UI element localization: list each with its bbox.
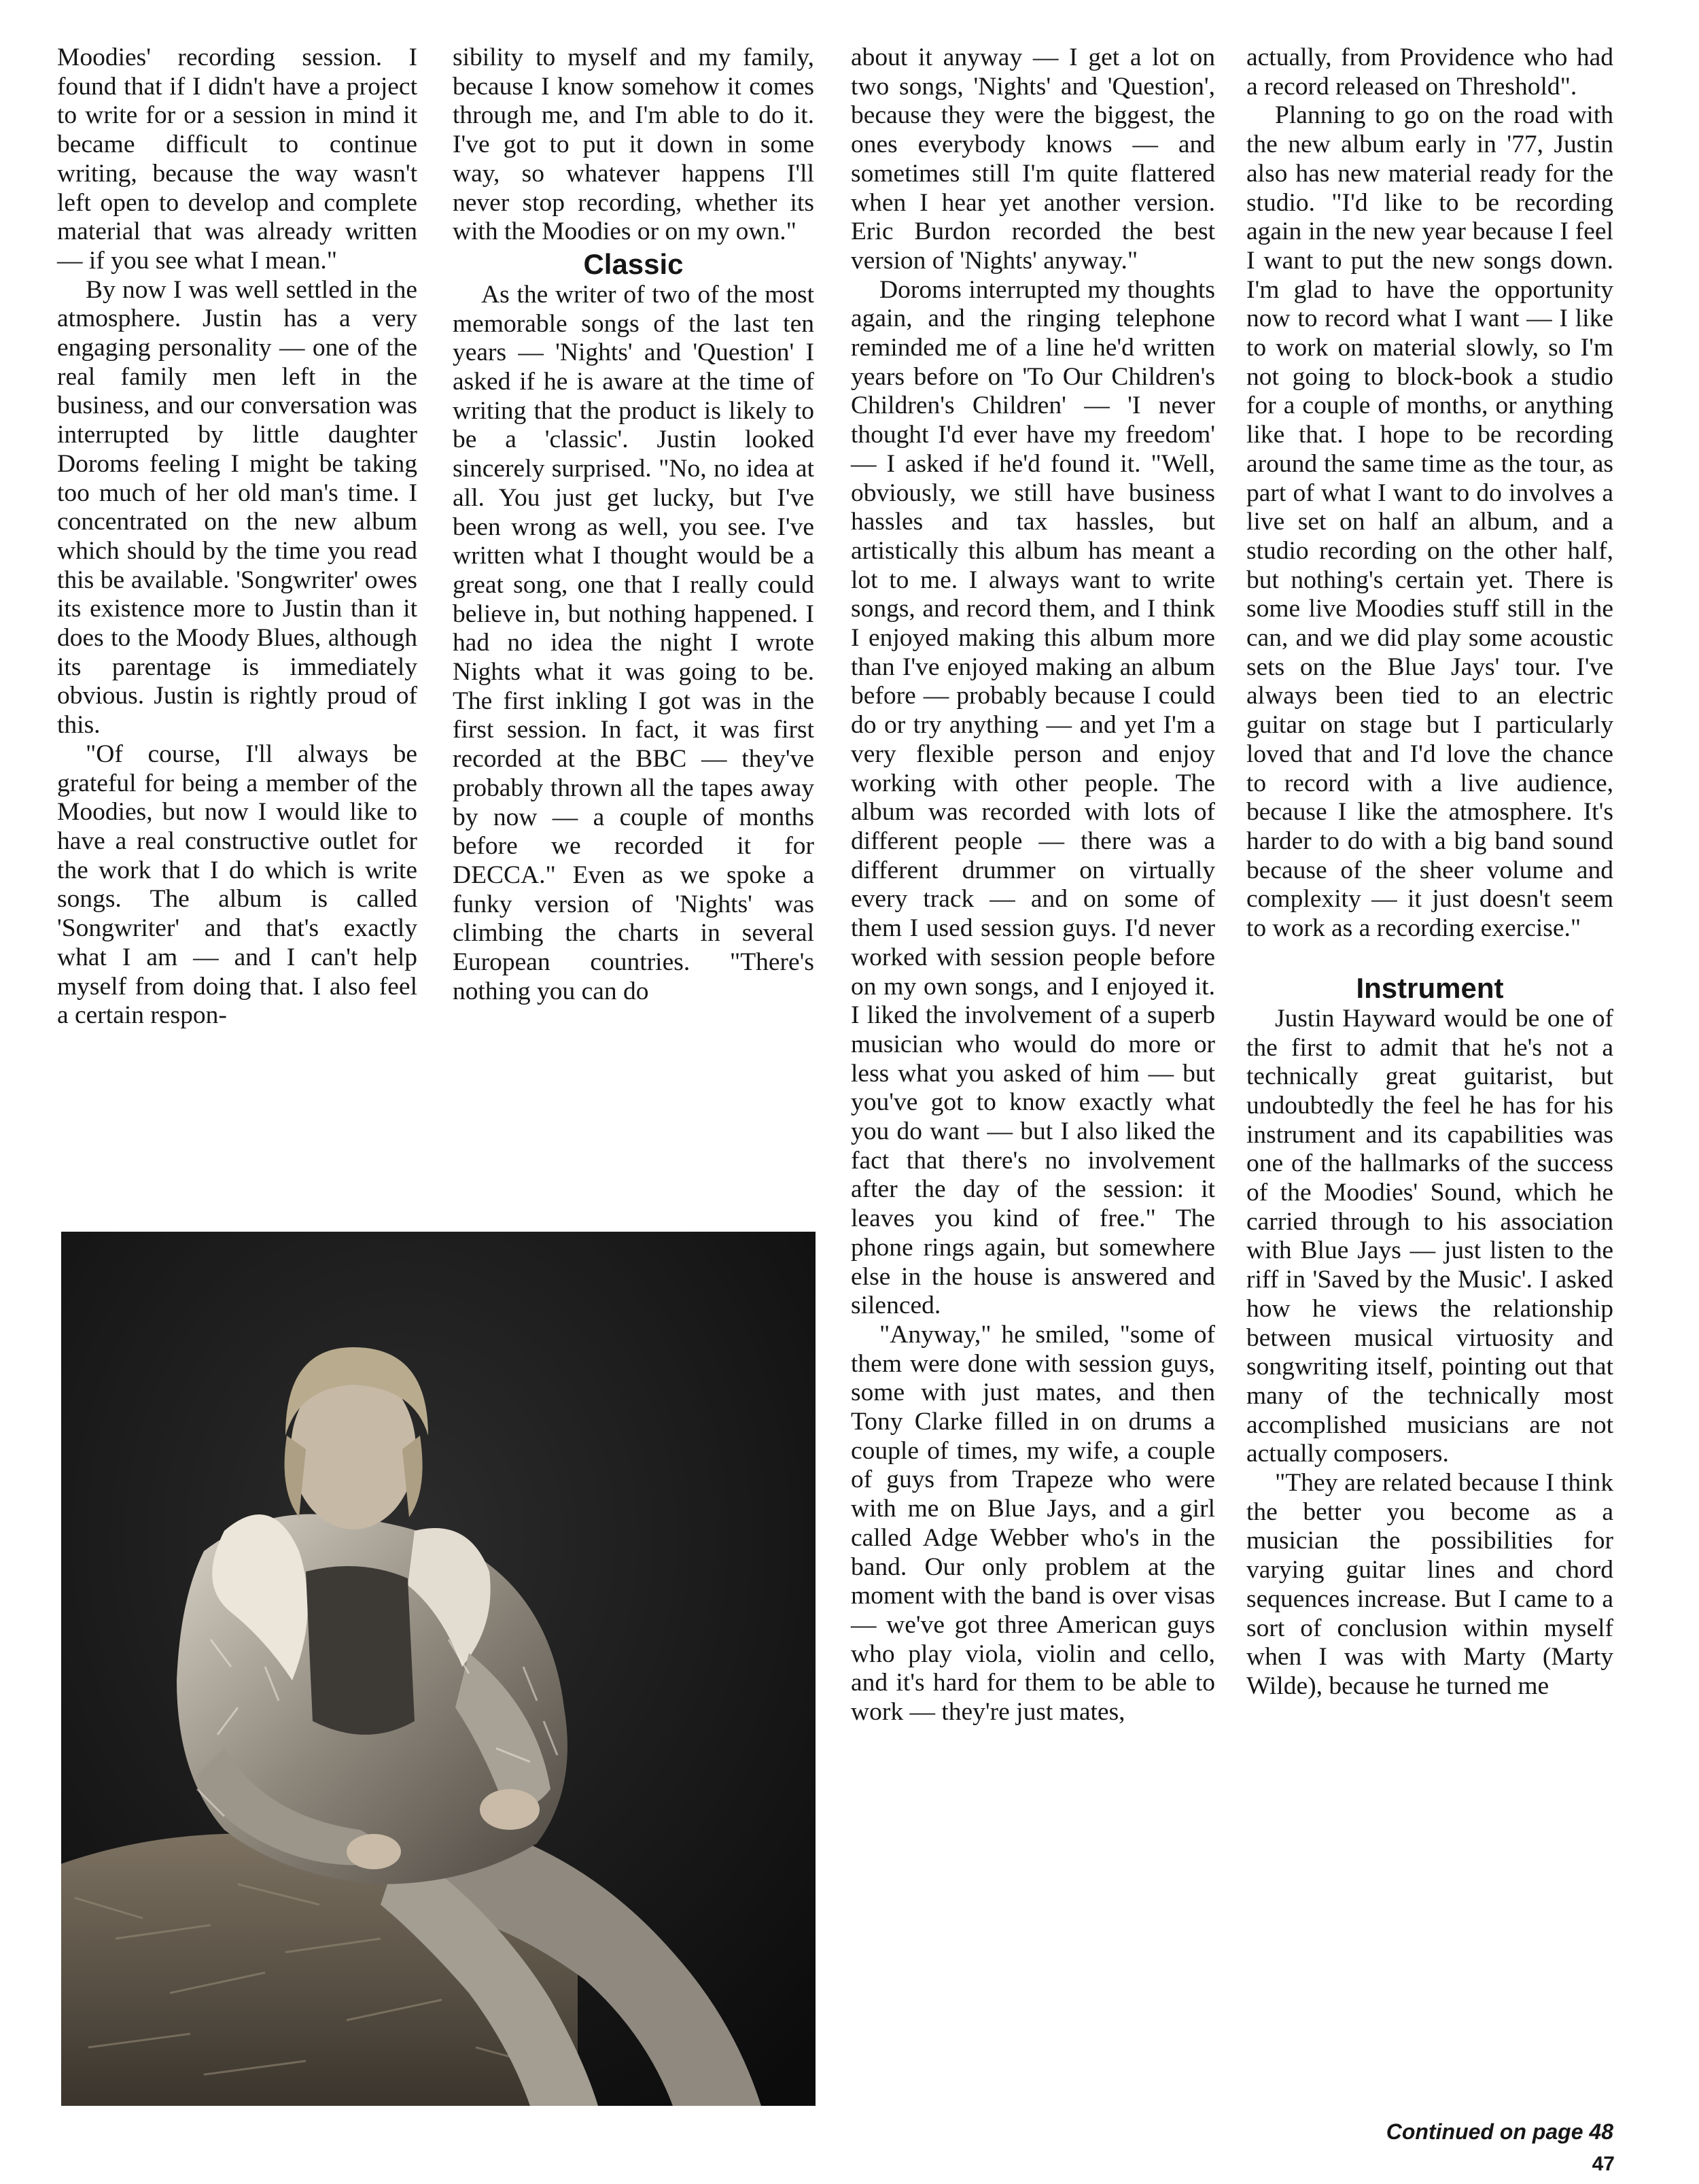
paragraph: Moodies' recording session. I found that if I didn't have a project to write for or a session in mind it became difficult to continue writing, because the way wasn't left open to develop and complete material that was already written — if you see what I mean." xyxy=(57,44,417,275)
paragraph: Doroms interrupted my thoughts again, and the ringing telephone reminded me of a line he'd written years before on 'To Our Children's Children's Children' — 'I never thought I'd ever have my freedom' — I asked if he'd found it. "Well, obviously, we still have business hassles and tax hassles, but artistically this album has meant a lot to me. I always want to write songs, and record them, and I think I enjoyed making this album more than I've enjoyed making an album before — probably because I could do or try anything — and yet I'm a very flexible person and enjoy working with other people. The album was recorded with lots of different people — there was a different drummer on virtually every track — and on some of them I used session guys. I'd never worked with session people before on my own songs, and I enjoyed it. I liked the involvement of a superb musician who would do more or less what you asked of him — but you've got to know exactly what you do want — but I also liked the fact that there's no involvement after the day of the session: it leaves you kind of free." The phone rings again, but somewhere else in the house is answered and silenced. xyxy=(851,275,1215,1320)
paragraph: actually, from Providence who had a record released on Threshold". xyxy=(1246,44,1613,101)
paragraph: As the writer of two of the most memorable songs of the last ten years — 'Nights' and 'Question' I asked if he is aware at the time of writing that the product is likely to be a 'classic'. Justin looked sincerely surprised. "No, no idea at all. You just get lucky, but I've been wrong as well, you see. I've written what I thought would be a great song, one that I really could believe in, but nothing happened. I had no idea the night I wrote Nights what it was going to be. The first inkling I got was in the first session. In fact, it was first recorded at the BBC — they've probably thrown all the tapes away by now — a couple of months before we recorded it for DECCA." Even as we spoke a funky version of 'Nights' was climbing the charts in several European countries. "There's nothing you can do xyxy=(453,280,814,1005)
article-column-2 xyxy=(453,44,814,1007)
article-column-1 xyxy=(57,44,417,1030)
page-number: 47 xyxy=(1592,2153,1615,2175)
portrait-photo xyxy=(61,1232,816,2106)
paragraph: sibility to myself and my family, because I know somehow it comes through me, and I'm able to do it. I've got to put it down in some way, so whatever happens I'll never stop recording, whether its with the Moodies or on my own." xyxy=(453,44,814,246)
paragraph: By now I was well settled in the atmosphere. Justin has a very engaging personality — one of the real family men left in the business, and our conversation was interrupted by little daughter Doroms feeling I might be taking too much of her old man's time. I concentrated on the new album which should by the time you read this be available. 'Songwriter' owes its existence more to Justin than it does to the Moody Blues, although its parentage is immediately obvious. Justin is rightly proud of this. xyxy=(57,275,417,740)
section-heading-classic: Classic xyxy=(583,247,684,280)
portrait-photo-icon xyxy=(61,1232,816,2106)
paragraph: "They are related because I think the better you become as a musician the possibilities for varying guitar lines and chord sequences increase. But I came to a sort of conclusion within myself when I was with Marty (Marty Wilde), because he turned me xyxy=(1246,1469,1613,1700)
article-column-4 xyxy=(1246,44,1613,1701)
paragraph: about it anyway — I get a lot on two songs, 'Nights' and 'Question', because they were the biggest, the ones everybody knows — and sometimes still I'm quite flattered when I hear yet another version. Eric Burdon recorded the best version of 'Nights' anyway." xyxy=(851,44,1215,275)
paragraph: Justin Hayward would be one of the first to admit that he's not a technically great guitarist, but undoubtedly the feel he has for his instrument and its capabilities was one of the hallmarks of the success of the Moodies' Sound, which he carried through to his association with Blue Jays — just listen to the riff in 'Saved by the Music'. I asked how he views the relationship between musical virtuosity and songwriting itself, pointing out that many of the technically most accomplished musicians are not actually composers. xyxy=(1246,1004,1613,1468)
continued-note: Continued on page 48 xyxy=(1386,2119,1613,2144)
paragraph: Planning to go on the road with the new album early in '77, Justin also has new material ready for the studio. "I'd like to be recording again in the new year because I feel I want to put the new songs down. I'm glad to have the opportunity now to record what I want — I like to work on material slowly, so I'm not going to block-book a studio for a couple of months, or anything like that. I hope to be recording around the same time as the tour, as part of what I want to do involves a live set on half an album, and a studio recording on the other half, but nothing's certain yet. There is some live Moodies stuff still in the can, and we did play some acoustic sets on the Blue Jays' tour. I've always been tied to an electric guitar on stage but I particularly loved that and I'd love the chance to record with a live audience, because I like the atmosphere. It's harder to do with a big band sound because of the sheer volume and complexity — it just doesn't seem to work as a recording exercise." xyxy=(1246,101,1613,943)
article-column-3 xyxy=(851,44,1215,1727)
paragraph: "Anyway," he smiled, "some of them were done with session guys, some with just mates, and then Tony Clarke filled in on drums a couple of times, my wife, a couple of guys from Trapeze who were with me on Blue Jays, and a girl called Adge Webber who's in the band. Our only problem at the moment with the band is over visas — we've got three American guys who play viola, violin and cello, and it's hard for them to be able to work — they're just mates, xyxy=(851,1320,1215,1727)
section-heading-instrument: Instrument xyxy=(1356,971,1504,1004)
paragraph: "Of course, I'll always be grateful for being a member of the Moodies, but now I would like to have a real constructive outlet for the work that I do which is write songs. The album is called 'Songwriter' and that's exactly what I am — and I can't help myself from doing that. I also feel a certain respon- xyxy=(57,740,417,1030)
